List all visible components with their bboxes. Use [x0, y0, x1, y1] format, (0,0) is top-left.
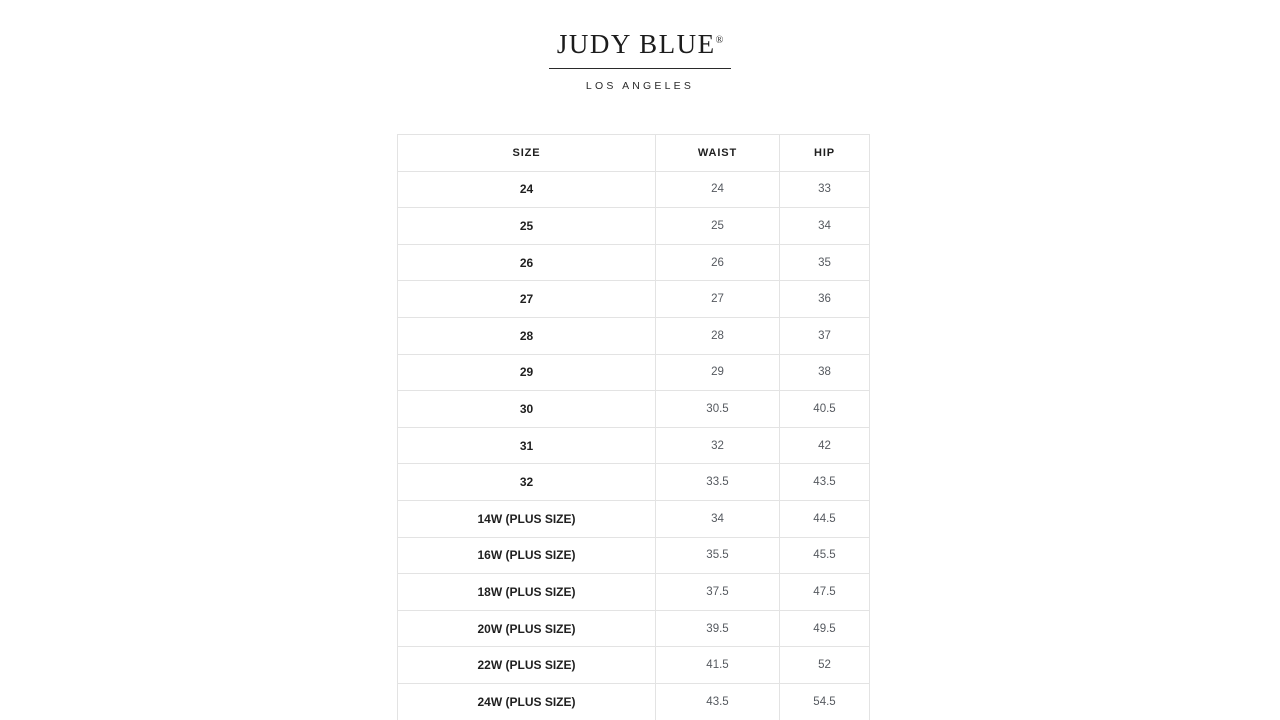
cell-size: 18W (PLUS SIZE) [398, 574, 656, 611]
table-row [398, 391, 870, 428]
table-row [398, 171, 870, 208]
cell-hip: 37 [780, 317, 870, 354]
cell-hip: 35 [780, 244, 870, 281]
cell-waist: 24 [656, 171, 780, 208]
cell-size: 25 [398, 208, 656, 245]
brand-wordmark [557, 30, 723, 60]
cell-waist: 35.5 [656, 537, 780, 574]
cell-size: 27 [398, 281, 656, 318]
cell-hip: 43.5 [780, 464, 870, 501]
table-row [398, 610, 870, 647]
cell-hip: 52 [780, 647, 870, 684]
cell-size: 26 [398, 244, 656, 281]
size-chart-table-wrapper [397, 134, 869, 720]
brand-header [0, 0, 1280, 92]
table-row [398, 683, 870, 720]
cell-size: 16W (PLUS SIZE) [398, 537, 656, 574]
table-row [398, 537, 870, 574]
cell-waist: 30.5 [656, 391, 780, 428]
cell-hip: 33 [780, 171, 870, 208]
cell-waist: 34 [656, 500, 780, 537]
cell-waist: 25 [656, 208, 780, 245]
cell-waist: 32 [656, 427, 780, 464]
table-row [398, 244, 870, 281]
cell-size: 31 [398, 427, 656, 464]
table-row [398, 317, 870, 354]
cell-size: 14W (PLUS SIZE) [398, 500, 656, 537]
cell-waist: 39.5 [656, 610, 780, 647]
cell-size: 28 [398, 317, 656, 354]
cell-hip: 49.5 [780, 610, 870, 647]
cell-size: 20W (PLUS SIZE) [398, 610, 656, 647]
cell-size: 30 [398, 391, 656, 428]
registered-trademark-icon: ® [715, 35, 724, 46]
size-chart-table [397, 134, 870, 720]
table-row [398, 647, 870, 684]
cell-hip: 47.5 [780, 574, 870, 611]
cell-hip: 34 [780, 208, 870, 245]
table-row [398, 427, 870, 464]
table-row [398, 574, 870, 611]
cell-size: 29 [398, 354, 656, 391]
table-row [398, 354, 870, 391]
cell-size: 24 [398, 171, 656, 208]
cell-size: 22W (PLUS SIZE) [398, 647, 656, 684]
cell-hip: 54.5 [780, 683, 870, 720]
cell-waist: 26 [656, 244, 780, 281]
cell-size: 24W (PLUS SIZE) [398, 683, 656, 720]
cell-hip: 36 [780, 281, 870, 318]
cell-hip: 44.5 [780, 500, 870, 537]
brand-name-text: JUDY BLUE [556, 29, 716, 59]
table-body [398, 171, 870, 720]
table-row [398, 464, 870, 501]
cell-size: 32 [398, 464, 656, 501]
cell-hip: 42 [780, 427, 870, 464]
table-row [398, 500, 870, 537]
cell-waist: 28 [656, 317, 780, 354]
table-row [398, 281, 870, 318]
brand-divider [549, 68, 731, 69]
table-header-row [398, 135, 870, 172]
cell-waist: 43.5 [656, 683, 780, 720]
cell-hip: 45.5 [780, 537, 870, 574]
cell-waist: 27 [656, 281, 780, 318]
table-header [398, 135, 870, 172]
brand-location: LOS ANGELES [585, 79, 695, 92]
cell-waist: 37.5 [656, 574, 780, 611]
cell-waist: 41.5 [656, 647, 780, 684]
cell-waist: 33.5 [656, 464, 780, 501]
cell-waist: 29 [656, 354, 780, 391]
column-header-waist: WAIST [656, 135, 780, 172]
table-row [398, 208, 870, 245]
column-header-size: SIZE [398, 135, 656, 172]
cell-hip: 38 [780, 354, 870, 391]
cell-hip: 40.5 [780, 391, 870, 428]
column-header-hip: HIP [780, 135, 870, 172]
